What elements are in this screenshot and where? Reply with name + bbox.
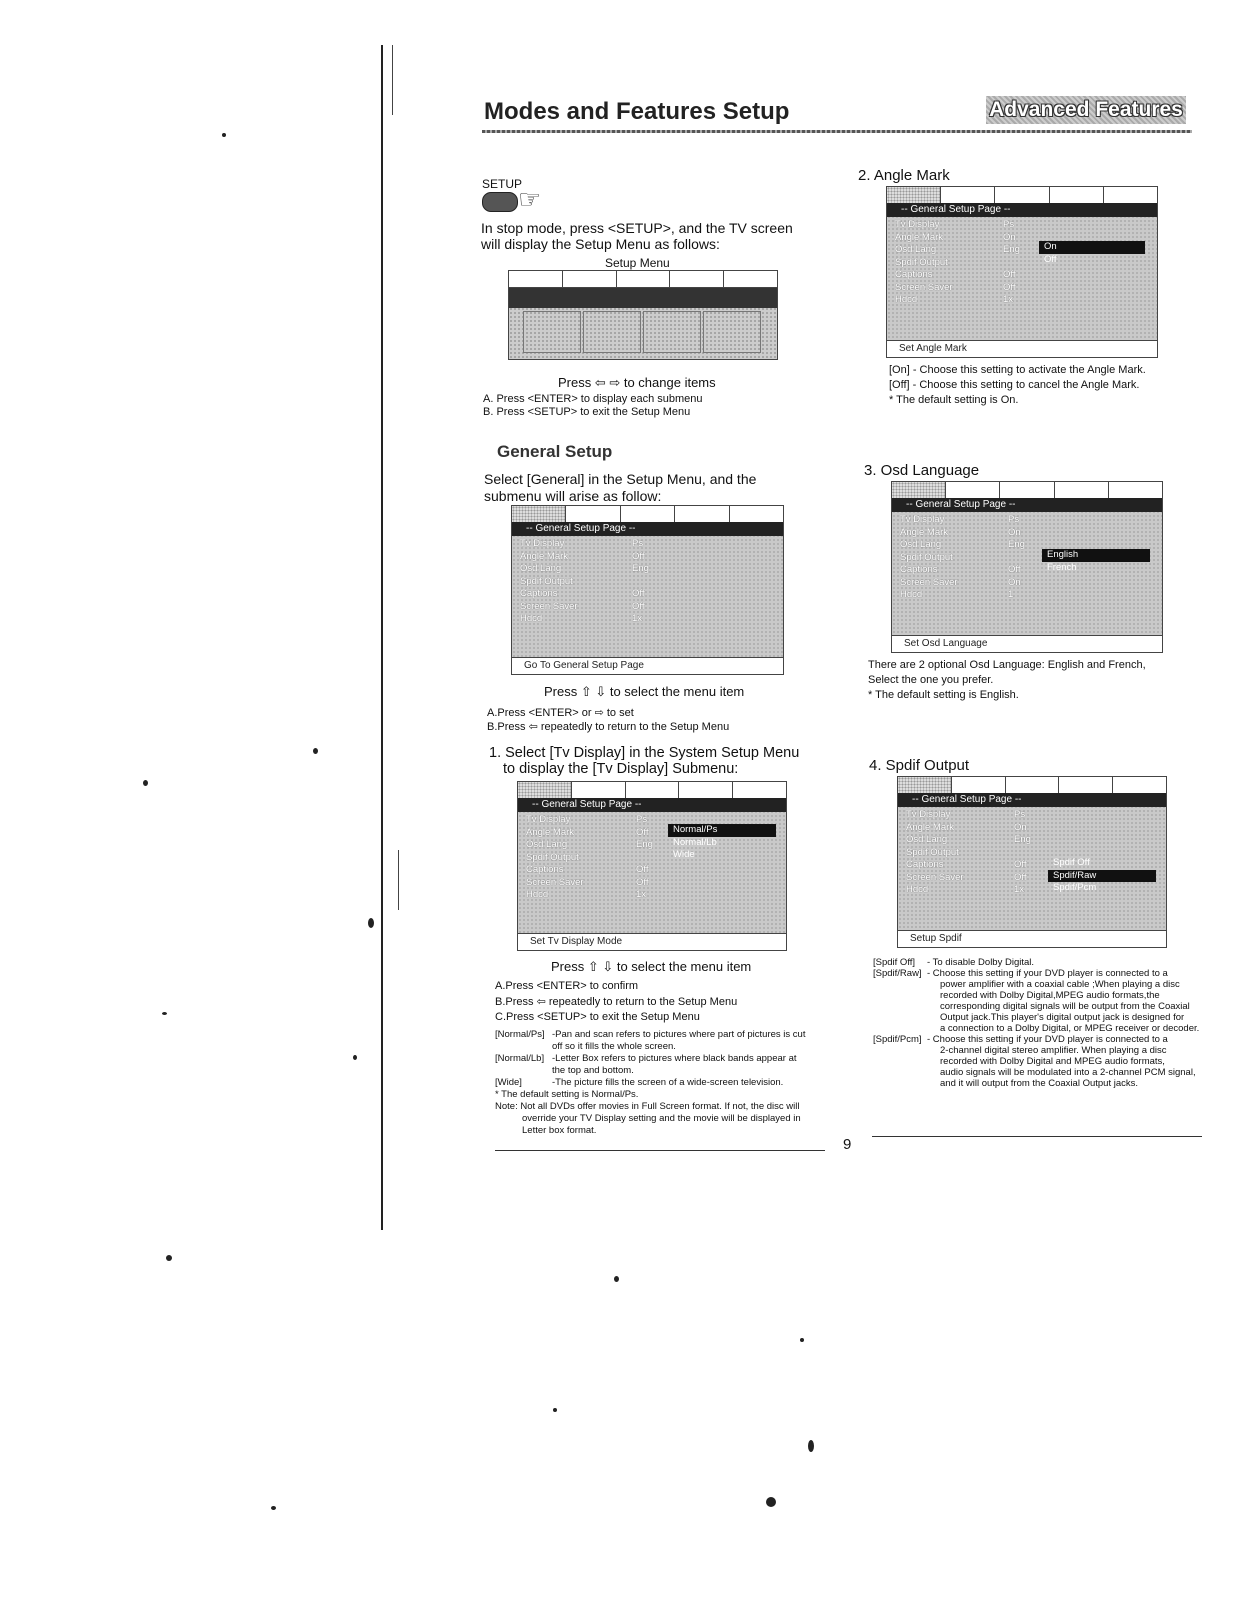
menu-option: Normal/Lb bbox=[673, 836, 717, 848]
menu-footer: Setup Spdif bbox=[898, 930, 1166, 947]
menu-value: Off bbox=[632, 550, 645, 562]
menu-option: French bbox=[1047, 561, 1077, 573]
menu-footer: Set Osd Language bbox=[892, 635, 1162, 652]
scan-speck bbox=[800, 1338, 804, 1342]
note-text: off so it fills the whole screen. bbox=[552, 1041, 676, 1052]
menu-value bbox=[1008, 552, 1025, 565]
menu-item: Screen Saver bbox=[520, 600, 578, 612]
menu-value: On bbox=[1008, 576, 1021, 588]
general-intro-line: submenu will arise as follow: bbox=[484, 488, 662, 504]
menu-item: Spdif Output bbox=[900, 551, 953, 563]
menu-option: Spdif/Pcm bbox=[1053, 882, 1097, 893]
menu-item: Osd Lang bbox=[895, 244, 937, 255]
scan-speck bbox=[222, 133, 226, 137]
osd-text-line: There are 2 optional Osd Language: English and French, bbox=[868, 659, 1146, 671]
menu-value: Off bbox=[636, 826, 649, 838]
osd-text-line: Select the one you prefer. bbox=[868, 674, 994, 686]
menu-value: 1 bbox=[1008, 589, 1014, 600]
menu-value bbox=[632, 576, 649, 589]
tv-display-heading: 1. Select [Tv Display] in the System Setup Menu bbox=[489, 745, 800, 761]
note-text: -The picture fills the screen of a wide-screen television. bbox=[552, 1077, 784, 1088]
setup-menu-caption: Setup Menu bbox=[605, 256, 670, 270]
intro-line: will display the Setup Menu as follows: bbox=[481, 236, 720, 252]
menu-value: Off bbox=[1003, 281, 1016, 293]
note-text: -Letter Box refers to pictures where black bands appear at bbox=[552, 1053, 797, 1064]
scan-speck bbox=[353, 1055, 357, 1060]
menu-option: Wide bbox=[673, 849, 695, 860]
menu-item: Hdcd bbox=[906, 884, 929, 895]
menu-value: Off bbox=[1014, 859, 1027, 870]
scan-speck bbox=[166, 1255, 172, 1261]
menu-option: Spdif Off bbox=[1053, 857, 1090, 868]
menu-value: Eng bbox=[632, 563, 649, 574]
menu-item: Osd Lang bbox=[520, 563, 562, 574]
menu-item: Hdcd bbox=[526, 889, 549, 900]
menu-value: Eng bbox=[1003, 244, 1020, 255]
menu-footer: Set Angle Mark bbox=[887, 340, 1157, 357]
menu-item: Captions bbox=[900, 564, 938, 575]
tv-instruction-b: B.Press ⇦ repeatedly to return to the Setup Menu bbox=[495, 996, 738, 1008]
note-tag: [Wide] bbox=[495, 1077, 522, 1088]
menu-header: -- General Setup Page -- bbox=[892, 498, 1162, 512]
press-select-hint: Press ⇧ ⇩ to select the menu item bbox=[551, 959, 752, 974]
menu-item: Angle Mark bbox=[895, 231, 944, 243]
general-intro-line: Select [General] in the Setup Menu, and the bbox=[484, 471, 757, 487]
menu-value: Off bbox=[636, 876, 649, 888]
menu-item: Tv Display bbox=[895, 219, 940, 230]
general-setup-menu-screen bbox=[511, 505, 784, 675]
menu-value: Ps bbox=[1008, 514, 1020, 525]
menu-value: On bbox=[1014, 821, 1027, 833]
section-badge: Advanced Features bbox=[986, 96, 1186, 124]
menu-value: 1x bbox=[636, 889, 647, 900]
spdif-note-text: recorded with Dolby Digital and MPEG audio formats, bbox=[940, 1056, 1165, 1067]
scan-speck bbox=[313, 748, 318, 754]
menu-option-selected: English bbox=[1042, 549, 1150, 562]
menu-item: Hdcd bbox=[520, 613, 543, 624]
tv-instruction-a: A.Press <ENTER> to confirm bbox=[495, 980, 639, 992]
menu-value: Eng bbox=[636, 839, 653, 850]
menu-item: Hdcd bbox=[895, 294, 918, 305]
menu-item: Tv Display bbox=[526, 814, 571, 825]
menu-value: On bbox=[1008, 526, 1021, 538]
menu-item: Screen Saver bbox=[900, 576, 958, 588]
menu-item: Captions bbox=[526, 864, 564, 875]
setup-button-label: SETUP bbox=[482, 177, 523, 191]
instruction-a: A. Press <ENTER> to display each submenu bbox=[483, 393, 703, 405]
binder-line bbox=[392, 45, 393, 115]
menu-value: Ps bbox=[1014, 809, 1026, 820]
menu-item: Screen Saver bbox=[906, 871, 964, 883]
scan-speck bbox=[271, 1506, 276, 1510]
osd-default-note: * The default setting is English. bbox=[868, 689, 1019, 701]
menu-footer: Set Tv Display Mode bbox=[518, 933, 786, 950]
scan-speck bbox=[766, 1497, 776, 1507]
page-title: Modes and Features Setup bbox=[484, 98, 790, 125]
menu-option-selected: Spdif/Raw bbox=[1048, 870, 1156, 883]
spdif-note-text: - Choose this setting if your DVD player is connected to a bbox=[927, 968, 1168, 979]
pointing-hand-icon: ☞ bbox=[518, 184, 542, 214]
menu-item: Hdcd bbox=[900, 589, 923, 600]
menu-item: Captions bbox=[895, 269, 933, 280]
menu-item: Screen Saver bbox=[895, 281, 953, 293]
scan-speck bbox=[808, 1440, 814, 1452]
note-line: Letter box format. bbox=[522, 1125, 597, 1136]
scan-speck bbox=[614, 1276, 619, 1282]
note-text: the top and bottom. bbox=[552, 1065, 634, 1076]
spdif-note-text: audio signals will be modulated into a 2-channel PCM signal, bbox=[940, 1067, 1196, 1078]
footer-rule bbox=[495, 1150, 825, 1151]
press-select-hint: Press ⇧ ⇩ to select the menu item bbox=[544, 684, 745, 699]
menu-header: -- General Setup Page -- bbox=[887, 203, 1157, 217]
binder-line bbox=[381, 45, 383, 1230]
spdif-note-text: Output jack.This player's digital output jack is designed for bbox=[940, 1012, 1185, 1023]
menu-value: Eng bbox=[1008, 539, 1025, 550]
menu-item: Captions bbox=[906, 859, 944, 870]
menu-header: -- General Setup Page -- bbox=[898, 793, 1166, 807]
menu-value: Off bbox=[632, 588, 645, 599]
general-setup-heading: General Setup bbox=[497, 442, 613, 461]
menu-footer: Go To General Setup Page bbox=[512, 657, 783, 674]
menu-value: Ps bbox=[636, 814, 648, 825]
spdif-note-text: power amplifier with a coaxial cable ;When playing a disc bbox=[940, 979, 1180, 990]
menu-item: Spdif Output bbox=[895, 256, 948, 268]
menu-value bbox=[1014, 847, 1031, 860]
menu-value: Off bbox=[636, 864, 649, 875]
menu-item: Osd Lang bbox=[900, 539, 942, 550]
menu-item: Angle Mark bbox=[900, 526, 949, 538]
menu-item: Angle Mark bbox=[520, 550, 569, 562]
osd-language-heading: 3. Osd Language bbox=[864, 462, 980, 479]
spdif-note-text: recorded with Dolby Digital,MPEG audio formats,the bbox=[940, 990, 1160, 1001]
menu-item: Tv Display bbox=[900, 514, 945, 525]
footer-rule bbox=[872, 1136, 1202, 1137]
menu-value: On bbox=[1003, 231, 1016, 243]
setup-menu-diagram bbox=[508, 270, 778, 360]
spdif-note-tag: [Spdif Off] bbox=[873, 957, 916, 968]
menu-value: 1x bbox=[1014, 884, 1025, 895]
general-instruction-a: A.Press <ENTER> or ⇨ to set bbox=[487, 707, 634, 719]
menu-item: Osd Lang bbox=[526, 839, 568, 850]
menu-item: Captions bbox=[520, 588, 558, 599]
binder-line bbox=[398, 850, 399, 910]
general-instruction-b: B.Press ⇦ repeatedly to return to the Setup Menu bbox=[487, 721, 730, 733]
spdif-note-text: corresponding digital signals will be output from the Coaxial bbox=[940, 1001, 1190, 1012]
menu-value: Off bbox=[1008, 564, 1021, 575]
menu-item: Spdif Output bbox=[526, 851, 579, 863]
spdif-note-text: a connection to a Dolby Digital, or MPEG receiver or decoder. bbox=[940, 1023, 1200, 1034]
menu-option-selected: Normal/Ps bbox=[668, 824, 776, 837]
menu-item: Tv Display bbox=[520, 538, 565, 549]
menu-item: Screen Saver bbox=[526, 876, 584, 888]
spdif-note-text: and it will output from the Coaxial Output jacks. bbox=[940, 1078, 1139, 1089]
instruction-b: B. Press <SETUP> to exit the Setup Menu bbox=[483, 406, 691, 418]
spdif-note-text: - To disable Dolby Digital. bbox=[927, 957, 1035, 968]
menu-item: Spdif Output bbox=[906, 846, 959, 858]
osd-language-menu-screen bbox=[891, 481, 1163, 653]
menu-value bbox=[636, 852, 653, 865]
menu-item: Osd Lang bbox=[906, 834, 948, 845]
title-underline bbox=[482, 130, 1192, 133]
menu-item: Tv Display bbox=[906, 809, 951, 820]
menu-option: Off bbox=[1044, 253, 1057, 265]
menu-header: -- General Setup Page -- bbox=[518, 798, 786, 812]
menu-value: Off bbox=[632, 600, 645, 612]
note-tag: [Normal/Ps] bbox=[495, 1029, 545, 1040]
spdif-note-text: 2-channel digital stereo amplifier. When playing a disc bbox=[940, 1045, 1167, 1056]
menu-value: 1x bbox=[1003, 294, 1014, 305]
scan-speck bbox=[162, 1012, 167, 1015]
angle-on-note: [On] - Choose this setting to activate the Angle Mark. bbox=[889, 364, 1146, 376]
menu-value: Eng bbox=[1014, 834, 1031, 845]
tv-display-heading: to display the [Tv Display] Submenu: bbox=[503, 761, 739, 777]
menu-value: Off bbox=[1014, 871, 1027, 883]
angle-mark-menu-screen bbox=[886, 186, 1158, 358]
menu-value bbox=[1003, 257, 1020, 270]
menu-value: Off bbox=[1003, 269, 1016, 280]
tv-instruction-c: C.Press <SETUP> to exit the Setup Menu bbox=[495, 1011, 700, 1023]
menu-item: Spdif Output bbox=[520, 575, 573, 587]
spdif-output-menu-screen bbox=[897, 776, 1167, 948]
default-note: * The default setting is Normal/Ps. bbox=[495, 1089, 639, 1100]
menu-option-selected: On bbox=[1039, 241, 1145, 254]
note-line: Note: Not all DVDs offer movies in Full Screen format. If not, the disc will bbox=[495, 1101, 800, 1112]
press-change-hint: Press ⇦ ⇨ to change items bbox=[558, 375, 716, 390]
menu-value: Ps bbox=[1003, 219, 1015, 230]
menu-item: Angle Mark bbox=[526, 826, 575, 838]
menu-value: 1x bbox=[632, 613, 643, 624]
menu-header: -- General Setup Page -- bbox=[512, 522, 783, 536]
angle-mark-heading: 2. Angle Mark bbox=[858, 167, 950, 184]
note-line: override your TV Display setting and the movie will be displayed in bbox=[522, 1113, 801, 1124]
spdif-note-tag: [Spdif/Raw] bbox=[873, 968, 922, 979]
scan-speck bbox=[143, 780, 148, 786]
spdif-note-tag: [Spdif/Pcm] bbox=[873, 1034, 922, 1045]
angle-off-note: [Off] - Choose this setting to cancel the Angle Mark. bbox=[889, 379, 1140, 391]
page-number: 9 bbox=[843, 1136, 852, 1153]
spdif-output-heading: 4. Spdif Output bbox=[869, 757, 970, 774]
menu-item: Angle Mark bbox=[906, 821, 955, 833]
scan-speck bbox=[553, 1408, 557, 1412]
scan-speck bbox=[368, 918, 374, 928]
spdif-note-text: - Choose this setting if your DVD player is connected to a bbox=[927, 1034, 1168, 1045]
tv-display-menu-screen bbox=[517, 781, 787, 951]
menu-value: Ps bbox=[632, 538, 644, 549]
note-text: -Pan and scan refers to pictures where part of pictures is cut bbox=[552, 1029, 806, 1040]
setup-button-icon bbox=[482, 192, 518, 212]
angle-default-note: * The default setting is On. bbox=[889, 394, 1019, 406]
note-tag: [Normal/Lb] bbox=[495, 1053, 545, 1064]
intro-line: In stop mode, press <SETUP>, and the TV screen bbox=[481, 220, 793, 236]
